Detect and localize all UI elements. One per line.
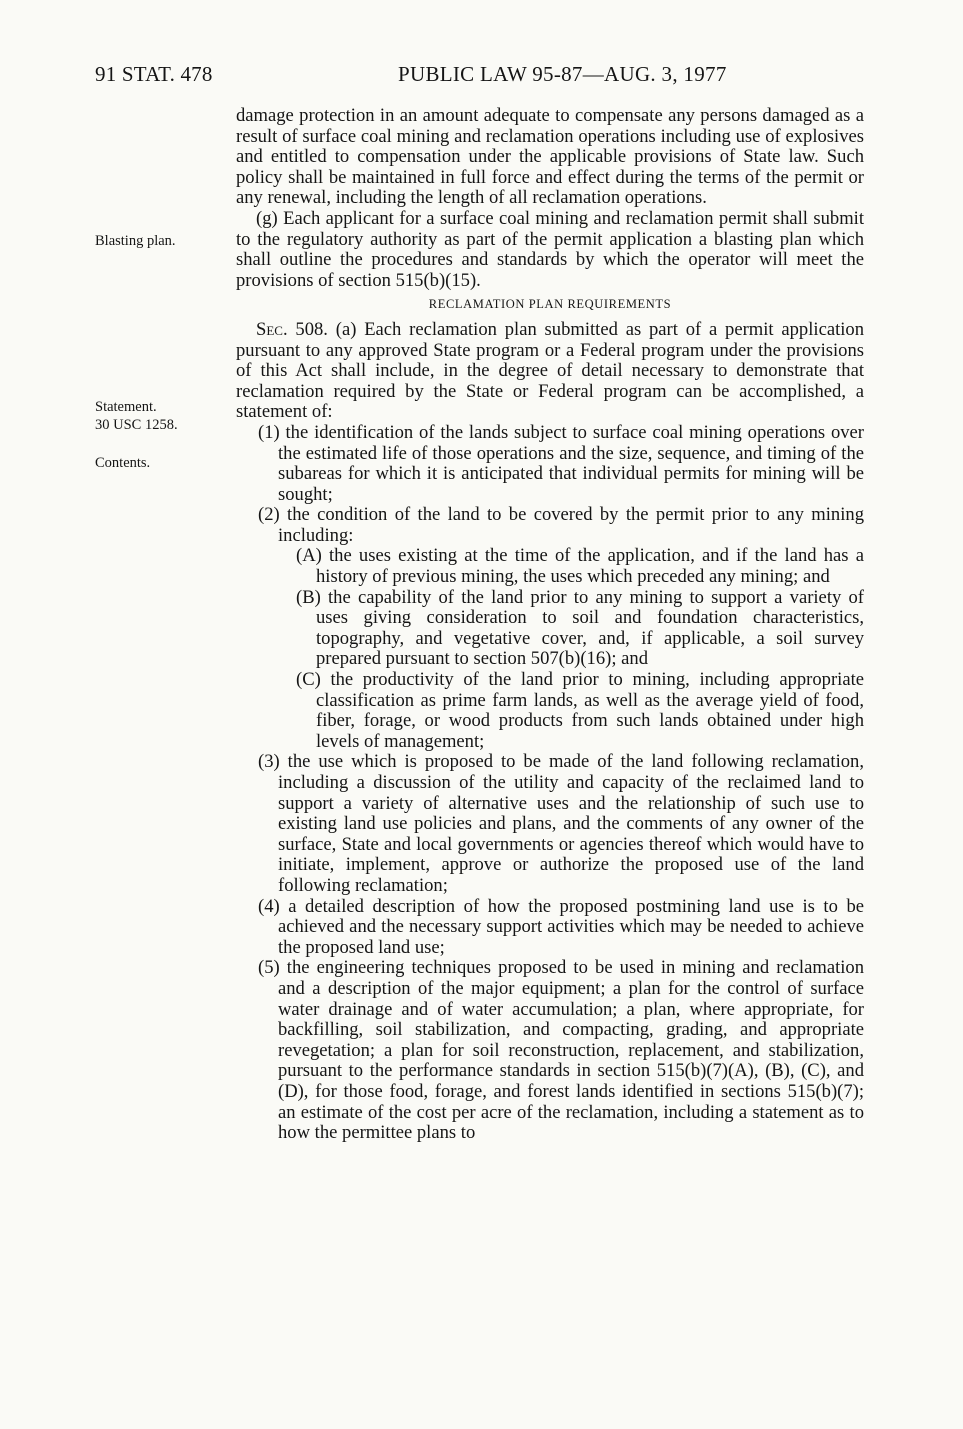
page-reference: 91 STAT. 478 [95,62,213,86]
list-item-4: (4) a detailed description of how the proposed postmining land use is to be achieved and the necessary support activities which may be needed to achieve the proposed land use; [258,895,864,958]
list-item-2c: (C) the productivity of the land prior to mining, including appropriate classification as prime farm lands, as well as the average yield of food, fiber, forage, or wood products from such lands obtained under high levels of management; [296,669,864,752]
paragraph-insurance: damage protection in an amount adequate to compensate any persons damaged as a result of surface coal mining and reclamation operations including use of explosives and entitled to compensation under the applicable provisions of State law. Such policy shall be maintained in full force and effect during the terms of the permit or any renewal, including the length of all reclamation operations. [236,105,864,209]
list-item-3: (3) the use which is proposed to be made of the land following reclamation, including a discussion of the utility and capacity of the reclaimed land to support a variety of alternative uses and the relationship of such use to existing land use policies and plans, and the comments of any owner of the surface, State and local governments or agencies thereof which would have to initiate, implement, approve or authorize the proposed use of the land following reclamation; [258,751,864,896]
margin-note-contents: Contents. [95,455,151,471]
paragraph-section-508 [236,320,864,423]
list-item-2b: (B) the capability of the land prior to any mining to support a variety of uses giving consideration to soil and foundation characteristics, topography, and vegetative cover, and, if applicable, a soil survey prepared pursuant to section 507(b)(16); and [296,586,864,670]
margin-note-statement: Statement. [95,399,157,415]
body-text [236,106,864,1144]
margin-note-blasting-plan: Blasting plan. [95,233,176,249]
section-label: Sec. 508. [256,318,328,340]
list-item-2a: (A) the uses existing at the time of the application, and if the land has a history of previous mining, the uses which preceded any mining; and [296,545,864,588]
list-item-2: (2) the condition of the land to be covered by the permit prior to any mining including: [258,504,864,546]
page-title: PUBLIC LAW 95-87—AUG. 3, 1977 [398,62,727,86]
margin-note-usc-ref: 30 USC 1258. [95,417,178,433]
section-508-text: (a) Each reclamation plan submitted as part of a permit application pursuant to any approved State program or a Federal program under the provisions of this Act shall include, in the degree of detail necessary to demonstrate that reclamation required by the State or Federal program can be accomplished, a statement of: [236,318,864,423]
paragraph-blasting-plan: (g) Each applicant for a surface coal mining and reclamation permit shall submit to the regulatory authority as part of the permit application a blasting plan which shall outline the procedures and standards by which the operator will meet the provisions of section 515(b)(15). [236,207,864,291]
list-item-5: (5) the engineering techniques proposed to be used in mining and reclamation and a description of the major equipment; a plan for the control of surface water drainage and of water accumulation; a plan, where appropriate, for backfilling, soil stabilization, and compacting, grading, and appropriate revegetation; a plan for soil reconstruction, replacement, and stabilization, pursuant to the performance standards in section 515(b)(7)(A), (B), (C), and (D), for those food, forage, and forest lands identified in sections 515(b)(7); an estimate of the cost per acre of the reclamation, including a statement as to how the permittee plans to [258,957,864,1144]
section-heading: RECLAMATION PLAN REQUIREMENTS [428,297,672,312]
list-item-1: (1) the identification of the lands subject to surface coal mining operations over the estimated life of those operations and the size, sequence, and timing of the subareas for which it is anticipated that individual permits for mining will be sought; [258,421,864,505]
